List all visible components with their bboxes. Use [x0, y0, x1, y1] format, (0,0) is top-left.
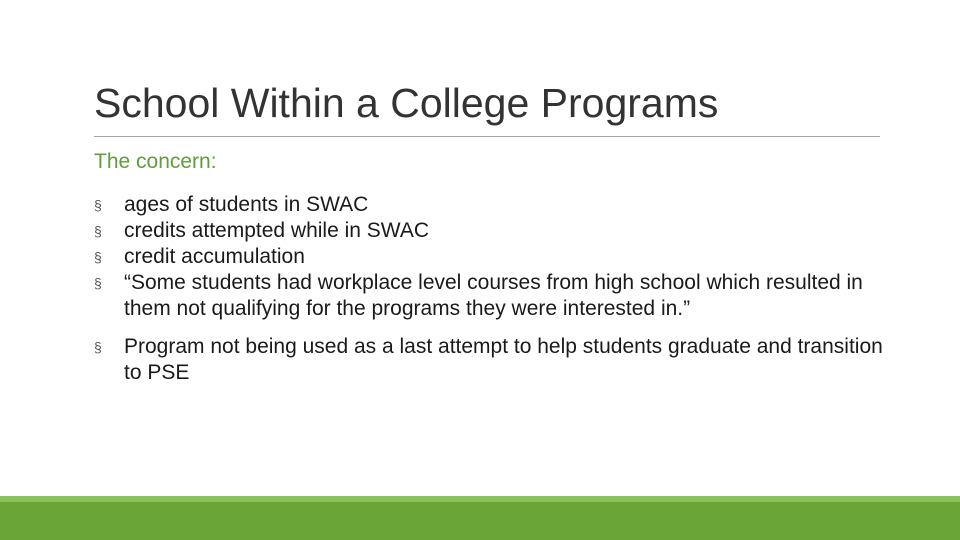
- bullet-item: [94, 192, 884, 218]
- bullet-item: [94, 244, 884, 270]
- bullet-list: [94, 192, 884, 386]
- slide-title: School Within a College Programs: [94, 80, 719, 126]
- bullet-text: credit accumulation: [124, 245, 305, 268]
- bullet-marker-icon: §: [94, 275, 102, 291]
- bullet-marker-icon: §: [94, 223, 102, 239]
- title-divider: [94, 136, 880, 137]
- bullet-marker-icon: §: [94, 197, 102, 213]
- subheading: The concern:: [94, 150, 217, 173]
- footer-accent-bar: [0, 502, 960, 540]
- bullet-item: [94, 270, 884, 322]
- bullet-item: [94, 218, 884, 244]
- bullet-text: ages of students in SWAC: [124, 193, 369, 216]
- bullet-text: Program not being used as a last attempt to help students graduate and transition to PSE: [124, 335, 883, 384]
- bullet-marker-icon: §: [94, 249, 102, 265]
- bullet-item: [94, 334, 884, 386]
- bullet-text: credits attempted while in SWAC: [124, 219, 430, 242]
- bullet-marker-icon: §: [94, 339, 102, 355]
- bullet-text: “Some students had workplace level courses from high school which resulted in them not qualifying for the programs they were interested in.”: [124, 271, 863, 320]
